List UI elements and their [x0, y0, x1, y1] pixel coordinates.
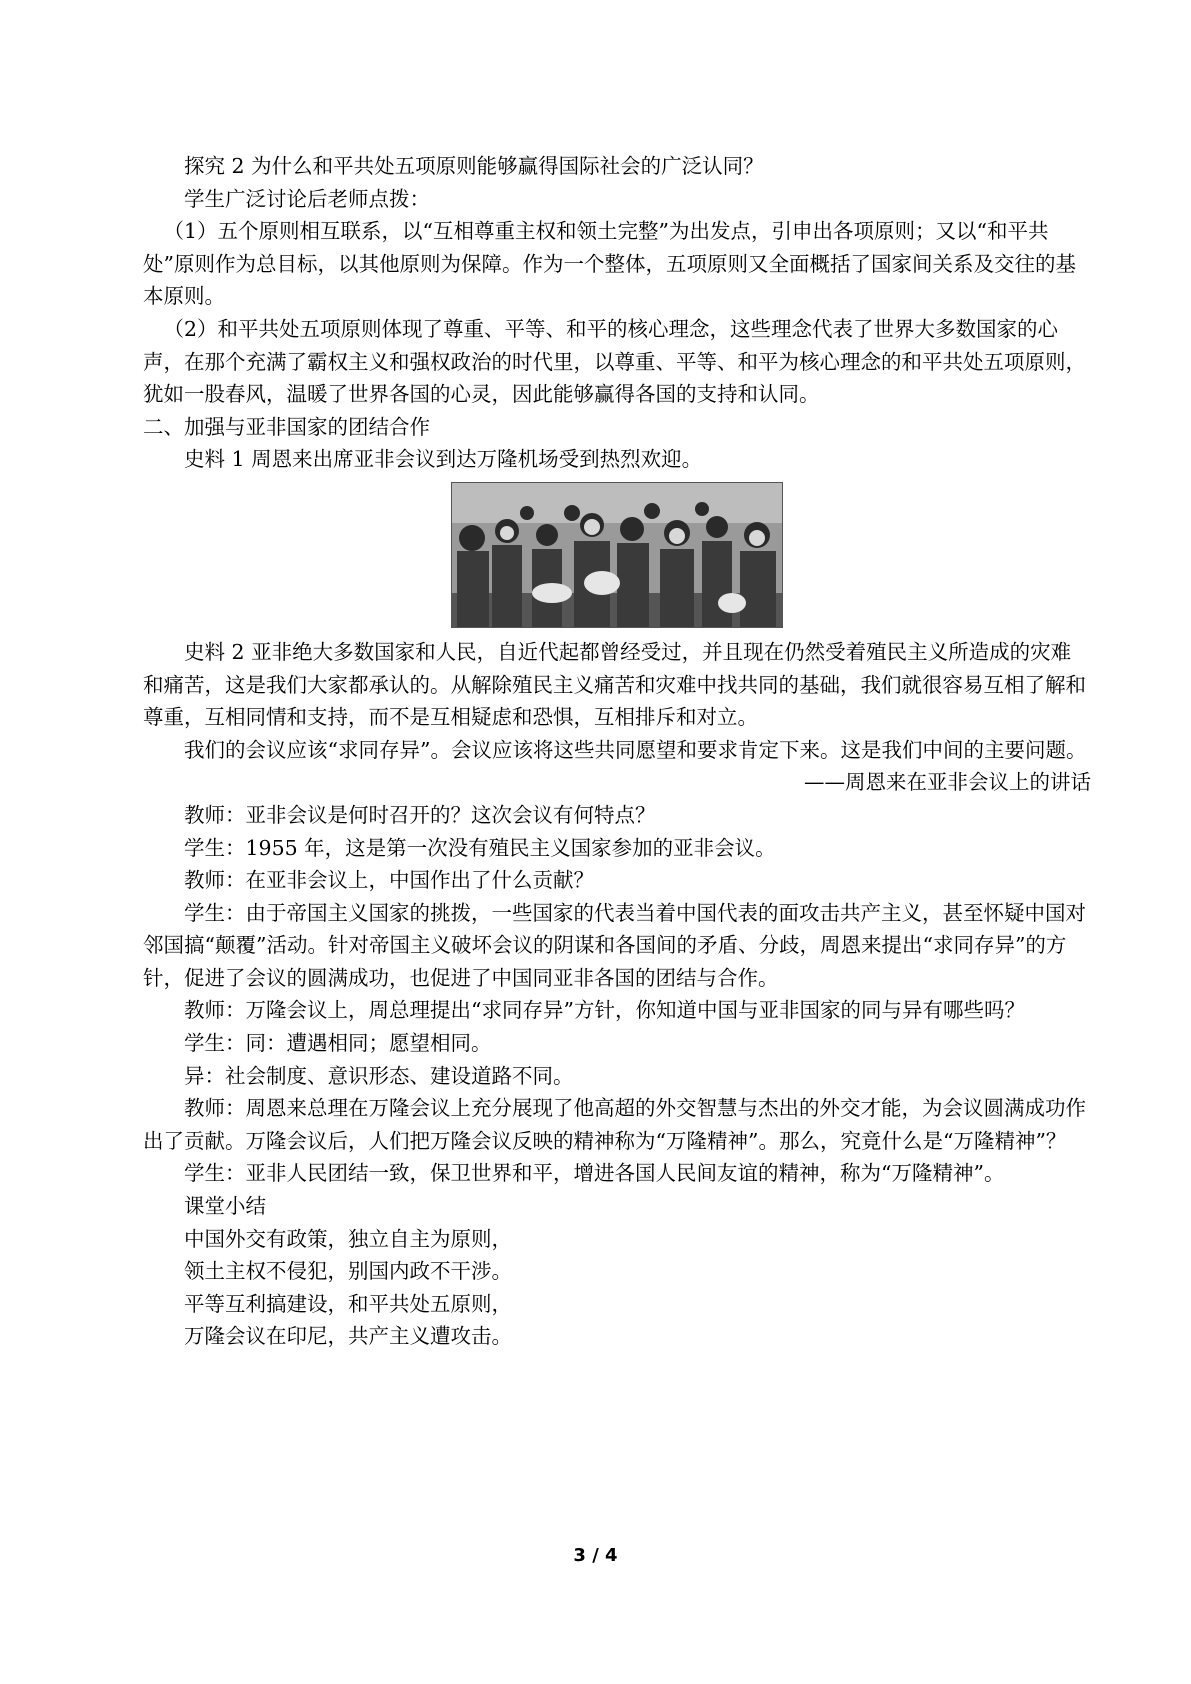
top-paragraph: （2）和平共处五项原则体现了尊重、平等、和平的核心理念，这些理念代表了世界大多数国家的心声，在那个充满了霸权主义和强权政治的时代里，以尊重、平等、和平为核心理念的和平共处五项原则，犹如一股春风，温暖了世界各国的心灵，因此能够赢得各国的支持和认同。 [143, 316, 1086, 407]
bottom-paragraph: 学生：同：遭遇相同；愿望相同。 [184, 1031, 492, 1056]
bottom-paragraph: 中国外交有政策，独立自主为原则， [184, 1226, 512, 1251]
page-number: 3 / 4 [573, 1545, 618, 1566]
bottom-paragraph: 万隆会议在印尼，共产主义遭攻击。 [184, 1324, 512, 1349]
bottom-paragraph: 教师：周恩来总理在万隆会议上充分展现了他高超的外交智慧与杰出的外交才能，为会议圆满成功作出了贡献。万隆会议后，人们把万隆会议反映的精神称为“万隆精神”。那么，究竟什么是“万隆精神”？ [143, 1096, 1086, 1153]
top-paragraph: 二、加强与亚非国家的团结合作 [143, 414, 430, 439]
bottom-paragraph: 学生：亚非人民团结一致，保卫世界和平，增进各国人民间友谊的精神，称为“万隆精神”。 [184, 1161, 1005, 1186]
historical-photo [451, 482, 783, 628]
bottom-paragraph: 异：社会制度、意识形态、建设道路不同。 [184, 1063, 574, 1088]
bottom-paragraph: 史料 2 亚非绝大多数国家和人民，自近代起都曾经受过，并且现在仍然受着殖民主义所造成的灾难和痛苦，这是我们大家都承认的。从解除殖民主义痛苦和灾难中找共同的基础，我们就很容易互相了解和尊重，互相同情和支持，而不是互相疑虑和恐惧，互相排斥和对立。 [143, 639, 1086, 730]
bottom-paragraph: 我们的会议应该“求同存异”。会议应该将这些共同愿望和要求肯定下来。这是我们中间的主要问题。 [184, 737, 1087, 762]
bottom-paragraph: 教师：在亚非会议上，中国作出了什么贡献？ [184, 868, 594, 893]
paragraphs-bottom [143, 636, 1091, 1353]
bottom-paragraph: 教师：亚非会议是何时召开的？这次会议有何特点？ [184, 802, 656, 827]
bottom-paragraph: 学生：由于帝国主义国家的挑拨，一些国家的代表当着中国代表的面攻击共产主义，甚至怀疑中国对邻国搞“颠覆”活动。针对帝国主义破坏会议的阴谋和各国间的矛盾、分歧，周恩来提出“求同存异”的方针，促进了会议的圆满成功，也促进了中国同亚非各国的团结与合作。 [143, 900, 1086, 990]
photo-container [143, 482, 1091, 626]
top-paragraph: 探究 2 为什么和平共处五项原则能够赢得国际社会的广泛认同？ [184, 154, 764, 178]
bottom-paragraph: 学生：1955 年，这是第一次没有殖民主义国家参加的亚非会议。 [184, 835, 776, 860]
bottom-paragraph: 教师：万隆会议上，周总理提出“求同存异”方针，你知道中国与亚非国家的同与异有哪些吗？ [184, 998, 1025, 1023]
crowd-photo-illustration [452, 483, 782, 627]
bottom-paragraph: 平等互利搞建设，和平共处五原则， [184, 1291, 512, 1316]
top-paragraph: （1）五个原则相互联系，以“互相尊重主权和领土完整”为出发点，引申出各项原则；又以“和平共处”原则作为总目标，以其他原则为保障。作为一个整体，五项原则又全面概括了国家间关系及交往的基本原则。 [143, 219, 1076, 309]
bottom-paragraph: 课堂小结 [184, 1194, 266, 1219]
bottom-paragraph: 领土主权不侵犯，别国内政不干涉。 [184, 1259, 512, 1284]
bottom-paragraph: ——周恩来在亚非会议上的讲话 [804, 770, 1091, 795]
paragraphs-top [143, 150, 1091, 476]
top-paragraph: 学生广泛讨论后老师点拨： [184, 186, 430, 211]
top-paragraph: 史料 1 周恩来出席亚非会议到达万隆机场受到热烈欢迎。 [184, 447, 703, 472]
document-body [143, 150, 1091, 1353]
